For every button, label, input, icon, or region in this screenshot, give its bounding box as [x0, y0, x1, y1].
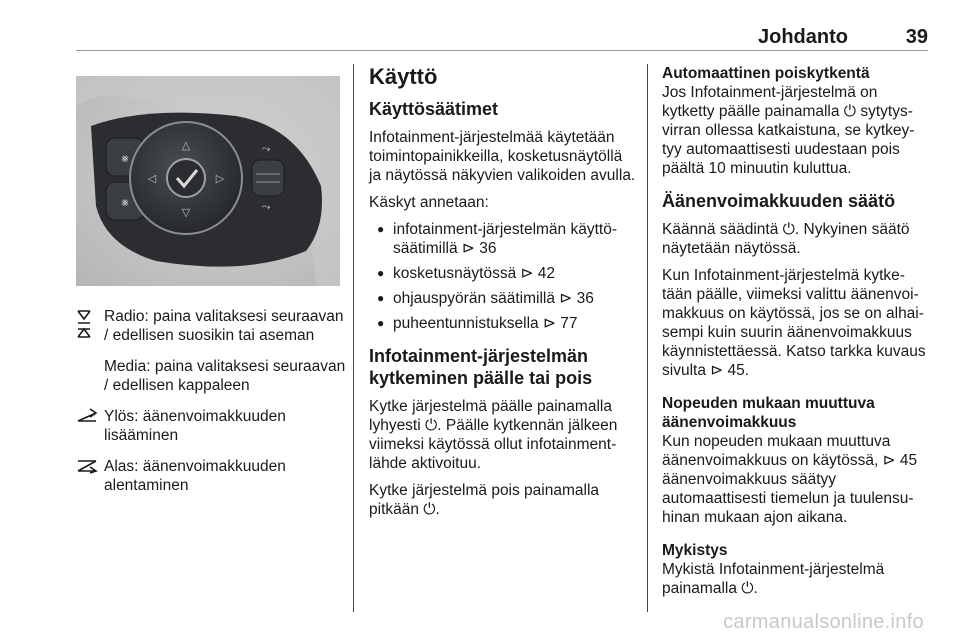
svg-text:△: △	[181, 140, 191, 152]
svg-text:▷: ▷	[215, 173, 225, 185]
subheading-mute: Mykistys	[662, 542, 728, 559]
svg-text:⤳: ⤳	[261, 143, 271, 155]
legend-volume-down	[76, 457, 346, 495]
legend-volume-down-text: Alas: äänenvoimakkuuden alentaminen	[104, 458, 286, 494]
svg-text:⨳: ⨳	[121, 151, 129, 165]
watermark: carmanualsonline.info	[723, 611, 924, 633]
subheading-volume: Äänenvoimakkuuden säätö	[662, 191, 896, 211]
paragraph-power-on: Kytke järjestelmä päälle painamalla lyhyesti ⏻. Päälle kytkennän jälkeen viimeksi käytössä ollut infotainment- lähde aktivoituu.	[369, 398, 618, 472]
page-header	[76, 26, 928, 52]
paragraph-intro: Infotainment-järjestelmää käytetään toimintopainikkeilla, kosketusnäytöllä ja näytössä näkyvien valikoiden avulla.	[369, 129, 636, 184]
list-item: ● puheentunnistuksella ⊳ 77	[369, 314, 637, 333]
volume-up-icon	[76, 407, 104, 445]
legend-volume-up-text: Ylös: äänenvoimakkuuden lisääminen	[104, 408, 286, 444]
subheading-power: Infotainment-järjestelmän kytkeminen päälle tai pois	[369, 346, 593, 388]
column-divider-1	[353, 64, 354, 612]
paragraph-volume-knob: Käännä säädintä ⏻. Nykyinen säätö näytetään näytössä.	[662, 221, 910, 257]
command-list	[369, 220, 637, 333]
subheading-kayttosaatimet: Käyttösäätimet	[369, 99, 499, 119]
middle-column	[369, 64, 637, 527]
subheading-speed-volume: Nopeuden mukaan muuttuva äänenvoimakkuus	[662, 395, 875, 431]
paragraph-mute: Mykistä Infotainment-järjestelmä painamalla ⏻.	[662, 561, 885, 597]
paragraph-commands: Käskyt annetaan:	[369, 194, 489, 211]
header-title: Johdanto	[758, 26, 848, 48]
list-item: ● ohjauspyörän säätimillä ⊳ 36	[369, 289, 637, 308]
subheading-auto-off: Automaattinen poiskytkentä	[662, 65, 870, 82]
legend-seek-text-1: Radio: paina valitaksesi seuraavan / edellisen suosikin tai aseman	[104, 308, 344, 344]
legend-seek	[76, 307, 346, 395]
svg-text:⨳: ⨳	[121, 195, 129, 209]
header-rule	[76, 50, 928, 51]
paragraph-power-off: Kytke järjestelmä pois painamalla pitkään ⏻.	[369, 482, 600, 518]
left-column	[76, 76, 346, 507]
page-number: 39	[905, 26, 928, 48]
legend-volume-up	[76, 407, 346, 445]
svg-text:◁: ◁	[147, 173, 157, 185]
paragraph-speed-volume: Kun nopeuden mukaan muuttuva äänenvoimakkuus on käytössä, ⊳ 45 äänenvoimakkuus säätyy automaattisesti tiemelun ja tuulensu- hinan mukaan ajon aikana.	[662, 433, 918, 526]
paragraph-auto-off: Jos Infotainment-järjestelmä on kytketty päälle painamalla ⏻ sytytys- virran ollessa katkaistuna, se kytkey- tyy automaattisesti uudestaan pois päältä 10 minuutin kuluttua.	[662, 84, 915, 177]
right-column	[662, 64, 932, 606]
column-divider-2	[647, 64, 648, 612]
svg-text:▽: ▽	[181, 207, 191, 219]
volume-down-icon	[76, 457, 104, 495]
seek-up-down-icon	[76, 307, 104, 395]
legend-seek-text-2: Media: paina valitaksesi seuraavan / edellisen kappaleen	[104, 358, 346, 394]
paragraph-volume-startup: Kun Infotainment-järjestelmä kytke- tään päälle, viimeksi valittu äänenvoi- makkuus on käytössä, jos se on alhai- sempi kuin suurin äänenvoimakkuus käynnistettäessä. Katso tarkka kuvaus sivulta ⊳ 45.	[662, 267, 926, 379]
steering-wheel-controls-photo	[76, 76, 340, 286]
section-heading-kaytto: Käyttö	[369, 64, 438, 89]
list-item: ● infotainment-järjestelmän käyttö- säätimillä ⊳ 36	[369, 220, 637, 258]
svg-text:⤳: ⤳	[261, 201, 271, 213]
list-item: ● kosketusnäytössä ⊳ 42	[369, 264, 637, 283]
